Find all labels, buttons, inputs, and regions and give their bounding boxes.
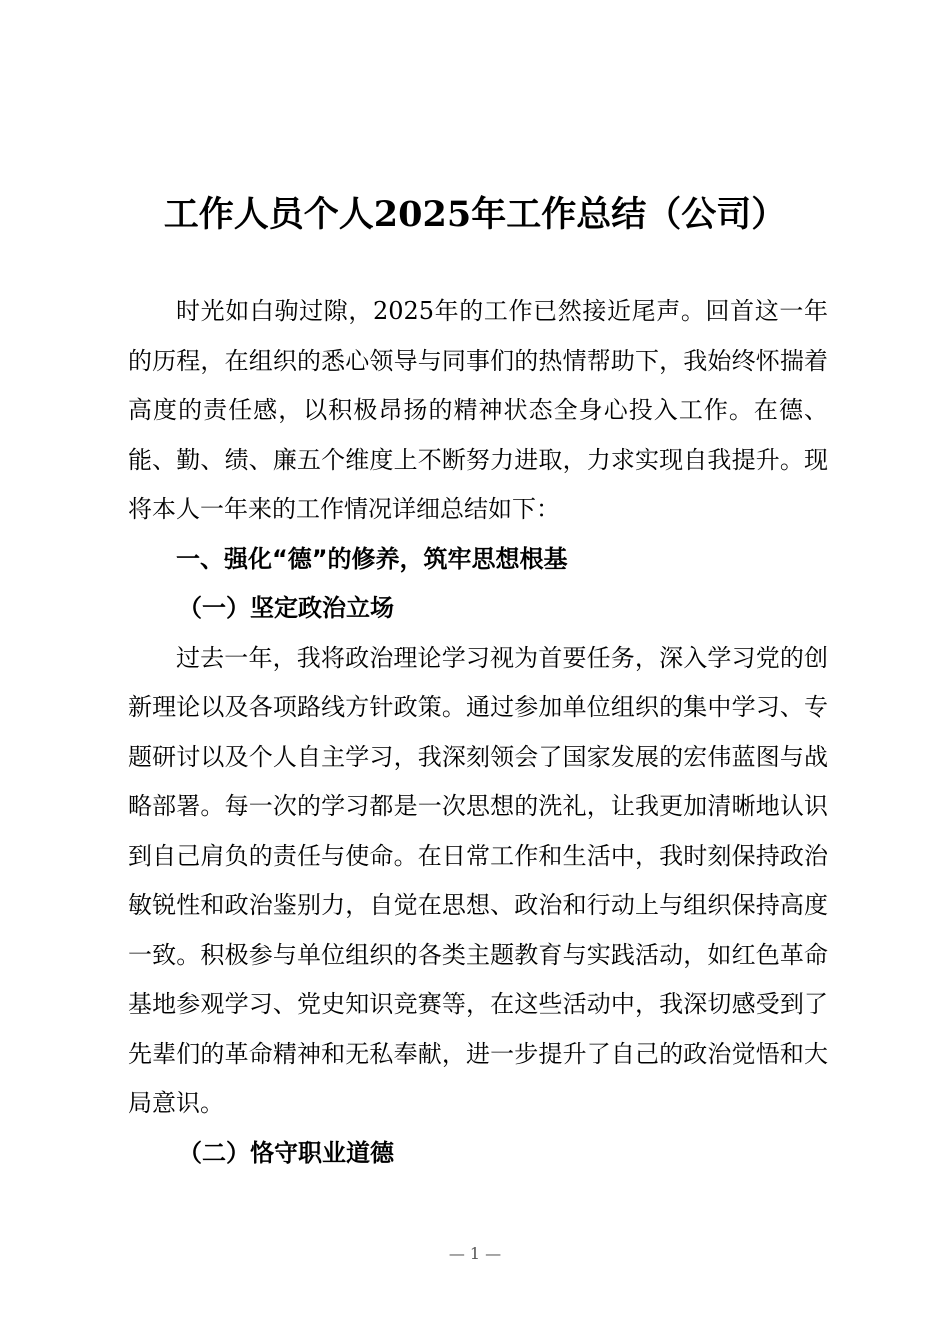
subsection-heading-1: （一）坚定政治立场 — [178, 594, 394, 622]
document-body — [128, 287, 828, 1178]
intro-paragraph: 时光如白驹过隙，2025年的工作已然接近尾声。回首这一年的历程，在组织的悉心领导与同事们的热情帮助下，我始终怀揣着高度的责任感，以积极昂扬的精神状态全身心投入工作。在德、能、勤、绩、廉五个维度上不断努力进取，力求实现自我提升。现将本人一年来的工作情况详细总结如下： — [128, 297, 828, 523]
subsection-heading-2: （二）恪守职业道德 — [178, 1138, 394, 1167]
document-title: 工作人员个人2025年工作总结（公司） — [163, 194, 787, 235]
page-number: — 1 — — [448, 1244, 502, 1263]
subsection-1-paragraph: 过去一年，我将政治理论学习视为首要任务，深入学习党的创新理论以及各项路线方针政策。通过参加单位组织的集中学习、专题研讨以及个人自主学习，我深刻领会了国家发展的宏伟蓝图与战略部署。每一次的学习都是一次思想的洗礼，让我更加清晰地认识到自己肩负的责任与使命。在日常工作和生活中，我时刻保持政治敏锐性和政治鉴别力，自觉在思想、政治和行动上与组织保持高度一致。积极参与单位组织的各类主题教育与实践活动，如红色革命基地参观学习、党史知识竞赛等，在这些活动中，我深切感受到了先辈们的革命精神和无私奉献，进一步提升了自己的政治觉悟和大局意识。 — [128, 643, 828, 1117]
section-heading-1: 一、强化“德”的修养，筑牢思想根基 — [176, 544, 568, 573]
